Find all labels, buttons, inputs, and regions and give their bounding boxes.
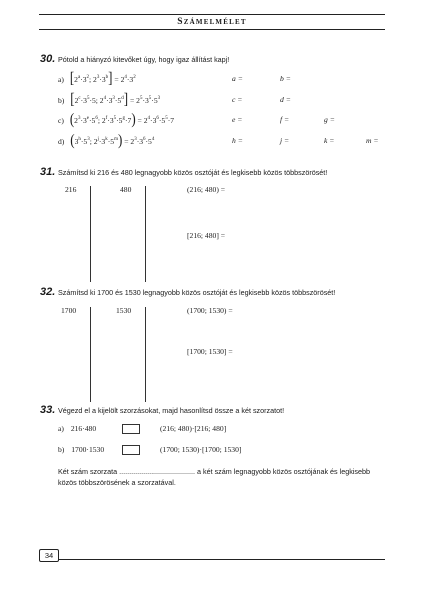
answer-blank[interactable]: c = — [232, 95, 243, 104]
problem-30-row-a: a) [$2^a\cdot 3^2$; $2^3\cdot 3^b] = 2^4\cdot 3^2$ — [58, 68, 136, 87]
factor-left-number: 1700 — [61, 306, 77, 315]
product-b-right: (1700; 1530)·[1700; 1530] — [160, 445, 242, 454]
factor-right-number: 1530 — [116, 306, 132, 315]
lcm-label: [216; 480] = — [187, 231, 226, 240]
problem-32-number: 32. — [40, 286, 56, 298]
product-b-expression: 1700·1530 — [71, 445, 105, 454]
problem-33-number: 33. — [40, 404, 56, 416]
row-label: a) — [58, 424, 64, 433]
answer-blank[interactable]: d = — [280, 95, 291, 104]
comparison-box-a[interactable] — [122, 424, 140, 434]
problem-30-text: Pótold a hiányzó kitevőket úgy, hogy igaz állítást kapj! — [58, 55, 230, 64]
answer-blank[interactable]: m = — [366, 136, 379, 145]
gcd-label: (1700; 1530) = — [187, 306, 233, 315]
conclusion-line-2: közös többszörösének a szorzatával. — [58, 478, 176, 487]
problem-30-row-d: d) ($3^h\cdot 5^3$; $2^j\cdot 3^k\cdot 5^m) = 2^3\cdot 3^6\cdot 5^4$ — [58, 130, 155, 149]
problem-30-row-c: c) ($2^3\cdot 3^e\cdot 5^6$; $2^f\cdot 3^5\cdot 5^g\cdot 7) = 2^4\cdot 3^6\cdot 5^5\cdot 7$ — [58, 109, 175, 128]
problem-30-row-b: b) [$2^c\cdot 3^5\cdot 5$; $2^4\cdot 3^3\cdot 5^d] = 2^5\cdot 3^5\cdot 5^3$ — [58, 89, 161, 108]
problem-32-text: Számítsd ki 1700 és 1530 legnagyobb közös osztóját és legkisebb közös többszörösét! — [58, 288, 336, 297]
row-label: b) — [58, 445, 65, 454]
factor-left-number: 216 — [65, 185, 77, 194]
problem-31-text: Számítsd ki 216 és 480 legnagyobb közös osztóját és legkisebb közös többszörösét! — [58, 168, 328, 177]
product-a-right: (216; 480)·[216; 480] — [160, 424, 227, 433]
answer-blank[interactable]: f = — [280, 115, 290, 124]
answer-blank[interactable]: k = — [324, 136, 335, 145]
problem-31-number: 31. — [40, 166, 56, 178]
page-number: 34 — [39, 549, 59, 562]
problem-30-number: 30. — [40, 53, 56, 65]
product-a-row — [58, 424, 96, 433]
lcm-label: [1700; 1530] = — [187, 347, 233, 356]
answer-blank[interactable]: b = — [280, 74, 291, 83]
factor-divider-line — [145, 307, 146, 402]
product-a-expression: 216·480 — [70, 424, 97, 433]
row-label: b) — [58, 96, 65, 105]
problem-33-text: Végezd el a kijelölt szorzásokat, majd hasonlítsd össze a két szorzatot! — [58, 406, 285, 415]
factor-divider-line — [145, 186, 146, 282]
product-b-row — [58, 445, 104, 454]
row-label: d) — [58, 137, 65, 146]
answer-blank[interactable]: e = — [232, 115, 243, 124]
gcd-label: (216; 480) = — [187, 185, 226, 194]
row-label: a) — [58, 75, 64, 84]
row-label: c) — [58, 116, 64, 125]
comparison-box-b[interactable] — [122, 445, 140, 455]
answer-blank[interactable]: g = — [324, 115, 335, 124]
answer-blank[interactable]: a = — [232, 74, 243, 83]
chapter-header: Számelmélet — [39, 14, 385, 30]
answer-blank[interactable]: j = — [280, 136, 290, 145]
answer-blank[interactable]: h = — [232, 136, 243, 145]
factor-divider-line — [90, 307, 91, 402]
footer-rule — [58, 559, 385, 560]
factor-divider-line — [90, 186, 91, 282]
conclusion-line-1: Két szám szorzata ...................................... a két szám legnagyobb közös osztójának és legkisebb — [58, 467, 370, 476]
factor-right-number: 480 — [120, 185, 132, 194]
